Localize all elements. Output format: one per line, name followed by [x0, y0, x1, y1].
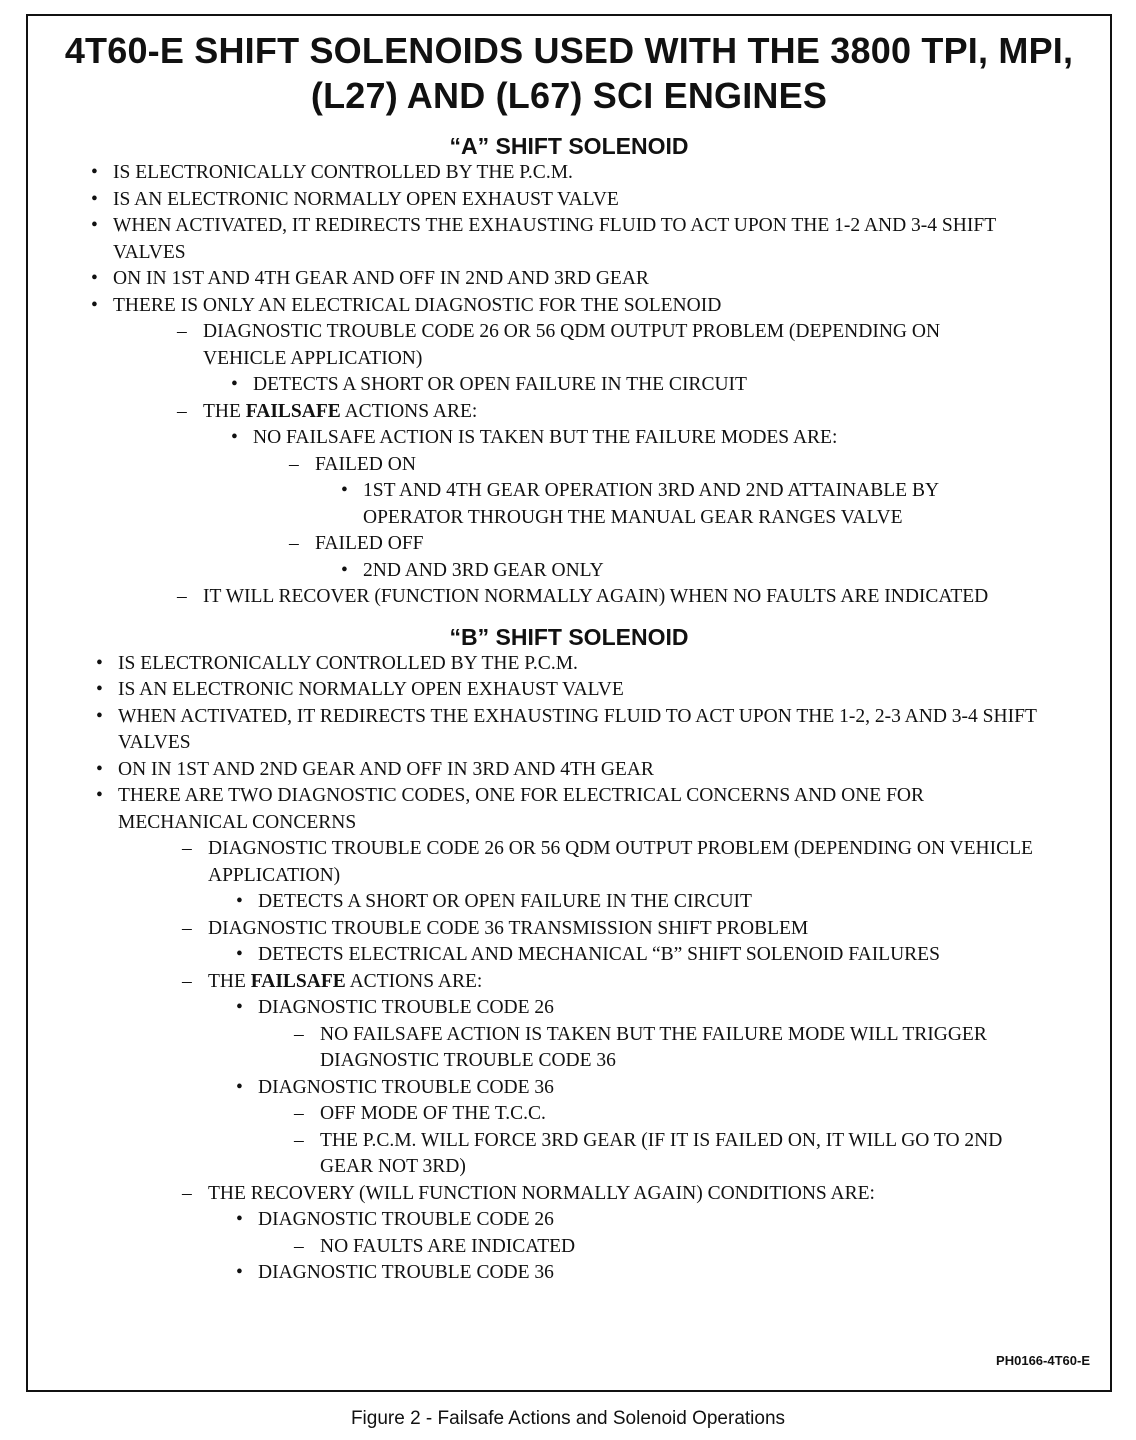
document-code: PH0166-4T60-E [996, 1353, 1090, 1368]
list-item: – FAILED ON [28, 452, 1110, 479]
dash-marker: – [182, 838, 192, 859]
list-item: – THE FAILSAFE ACTIONS ARE: [28, 399, 1110, 426]
dash-marker: – [294, 1235, 304, 1257]
list-item: – NO FAULTS ARE INDICATED [28, 1234, 1110, 1261]
dash-marker: – [294, 1023, 304, 1045]
list-item: • NO FAILSAFE ACTION IS TAKEN BUT THE FAILURE MODES ARE: [28, 425, 1110, 452]
section-b-list [28, 651, 1110, 1287]
list-item: • 1ST AND 4TH GEAR OPERATION 3RD AND 2ND ATTAINABLE BY OPERATOR THROUGH THE MANUAL GEAR RANGES VALVE [341, 480, 939, 528]
section-b-heading: “B” SHIFT SOLENOID [449, 623, 689, 650]
list-item: • WHEN ACTIVATED, IT REDIRECTS THE EXHAUSTING FLUID TO ACT UPON THE 1-2 AND 3-4 SHIFT VALVES [91, 215, 996, 263]
document-frame [26, 14, 1112, 1392]
title-line-1: 4T60-E SHIFT SOLENOIDS USED WITH THE 3800 TPI, MPI, [64, 30, 1074, 71]
bullet-marker: • [91, 294, 98, 316]
section-a-heading: “A” SHIFT SOLENOID [449, 133, 689, 159]
list-item: • DETECTS ELECTRICAL AND MECHANICAL “B” SHIFT SOLENOID FAILURES [28, 942, 1110, 969]
list-item: – FAILED OFF [28, 531, 1110, 558]
list-item: • DETECTS A SHORT OR OPEN FAILURE IN THE CIRCUIT [28, 372, 1110, 399]
dash-marker: – [182, 917, 192, 939]
bullet-marker: • [236, 997, 243, 1018]
bullet-marker: • [236, 944, 243, 965]
bullet-marker: • [91, 188, 98, 210]
list-item: – THE RECOVERY (WILL FUNCTION NORMALLY AGAIN) CONDITIONS ARE: [28, 1181, 1110, 1208]
list-item: • ON IN 1ST AND 2ND GEAR AND OFF IN 3RD AND 4TH GEAR [28, 757, 1110, 784]
list-item: • IS AN ELECTRONIC NORMALLY OPEN EXHAUST VALVE [28, 187, 1110, 214]
list-item: • WHEN ACTIVATED, IT REDIRECTS THE EXHAUSTING FLUID TO ACT UPON THE 1-2, 2-3 AND 3-4 SHIFT VALVES [96, 705, 1037, 753]
bullet-marker: • [341, 559, 348, 581]
list-item: • 2ND AND 3RD GEAR ONLY [28, 558, 1110, 585]
bullet-marker: • [91, 268, 98, 289]
list-item: • DIAGNOSTIC TROUBLE CODE 36 [28, 1075, 1110, 1102]
bullet-marker: • [236, 1262, 243, 1283]
failsafe-emphasis: FAILSAFE [245, 400, 341, 422]
list-item: – DIAGNOSTIC TROUBLE CODE 26 OR 56 QDM OUTPUT PROBLEM (DEPENDING ON VEHICLE APPLICATION) [182, 838, 1033, 886]
bullet-marker: • [231, 427, 238, 448]
dash-marker: – [294, 1129, 304, 1151]
bullet-marker: • [96, 785, 103, 806]
list-item: – IT WILL RECOVER (FUNCTION NORMALLY AGAIN) WHEN NO FAULTS ARE INDICATED [28, 584, 1110, 611]
title-line-2: (L27) AND (L67) SCI ENGINES [310, 75, 828, 116]
dash-marker: – [177, 321, 187, 342]
bullet-marker: • [236, 891, 243, 912]
dash-marker: – [294, 1103, 304, 1124]
bullet-marker: • [91, 162, 98, 183]
list-item: • IS ELECTRONICALLY CONTROLLED BY THE P.C.M. [28, 160, 1110, 187]
list-item: • ON IN 1ST AND 4TH GEAR AND OFF IN 2ND AND 3RD GEAR [28, 266, 1110, 293]
dash-marker: – [182, 970, 192, 992]
bullet-marker: • [236, 1076, 243, 1098]
list-item: • DIAGNOSTIC TROUBLE CODE 26 [28, 1207, 1110, 1234]
page-title [38, 28, 1100, 118]
dash-marker: – [289, 453, 299, 475]
list-item: • IS ELECTRONICALLY CONTROLLED BY THE P.C.M. [28, 651, 1110, 678]
dash-marker: – [289, 533, 299, 554]
list-item: – DIAGNOSTIC TROUBLE CODE 36 TRANSMISSION SHIFT PROBLEM [28, 916, 1110, 943]
bullet-marker: • [96, 705, 103, 727]
list-item: • DIAGNOSTIC TROUBLE CODE 26 [28, 995, 1110, 1022]
list-item: – DIAGNOSTIC TROUBLE CODE 26 OR 56 QDM OUTPUT PROBLEM (DEPENDING ON VEHICLE APPLICATION) [177, 321, 941, 369]
bullet-marker: • [236, 1209, 243, 1230]
dash-marker: – [177, 400, 187, 422]
list-item: • DIAGNOSTIC TROUBLE CODE 36 [28, 1260, 1110, 1287]
failsafe-emphasis: FAILSAFE [250, 970, 346, 992]
bullet-marker: • [96, 758, 103, 780]
figure-caption: Figure 2 - Failsafe Actions and Solenoid Operations [350, 1408, 786, 1429]
list-item: • IS AN ELECTRONIC NORMALLY OPEN EXHAUST VALVE [28, 677, 1110, 704]
list-item: – THE P.C.M. WILL FORCE 3RD GEAR (IF IT IS FAILED ON, IT WILL GO TO 2ND GEAR NOT 3RD) [294, 1129, 1003, 1177]
bullet-marker: • [96, 652, 103, 674]
list-item: – THE FAILSAFE ACTIONS ARE: [28, 969, 1110, 996]
bullet-marker: • [96, 679, 103, 700]
section-a-list [28, 160, 1110, 611]
list-item: – NO FAILSAFE ACTION IS TAKEN BUT THE FAILURE MODE WILL TRIGGER DIAGNOSTIC TROUBLE CODE 36 [294, 1023, 987, 1071]
list-item: • THERE IS ONLY AN ELECTRICAL DIAGNOSTIC FOR THE SOLENOID [28, 293, 1110, 320]
list-item: – OFF MODE OF THE T.C.C. [28, 1101, 1110, 1128]
bullet-marker: • [231, 374, 238, 395]
bullet-marker: • [341, 480, 348, 501]
list-item: • DETECTS A SHORT OR OPEN FAILURE IN THE CIRCUIT [28, 889, 1110, 916]
list-item: • THERE ARE TWO DIAGNOSTIC CODES, ONE FOR ELECTRICAL CONCERNS AND ONE FOR MECHANICAL CONCERNS [96, 785, 925, 833]
dash-marker: – [182, 1182, 192, 1204]
dash-marker: – [177, 586, 187, 607]
bullet-marker: • [91, 215, 98, 236]
